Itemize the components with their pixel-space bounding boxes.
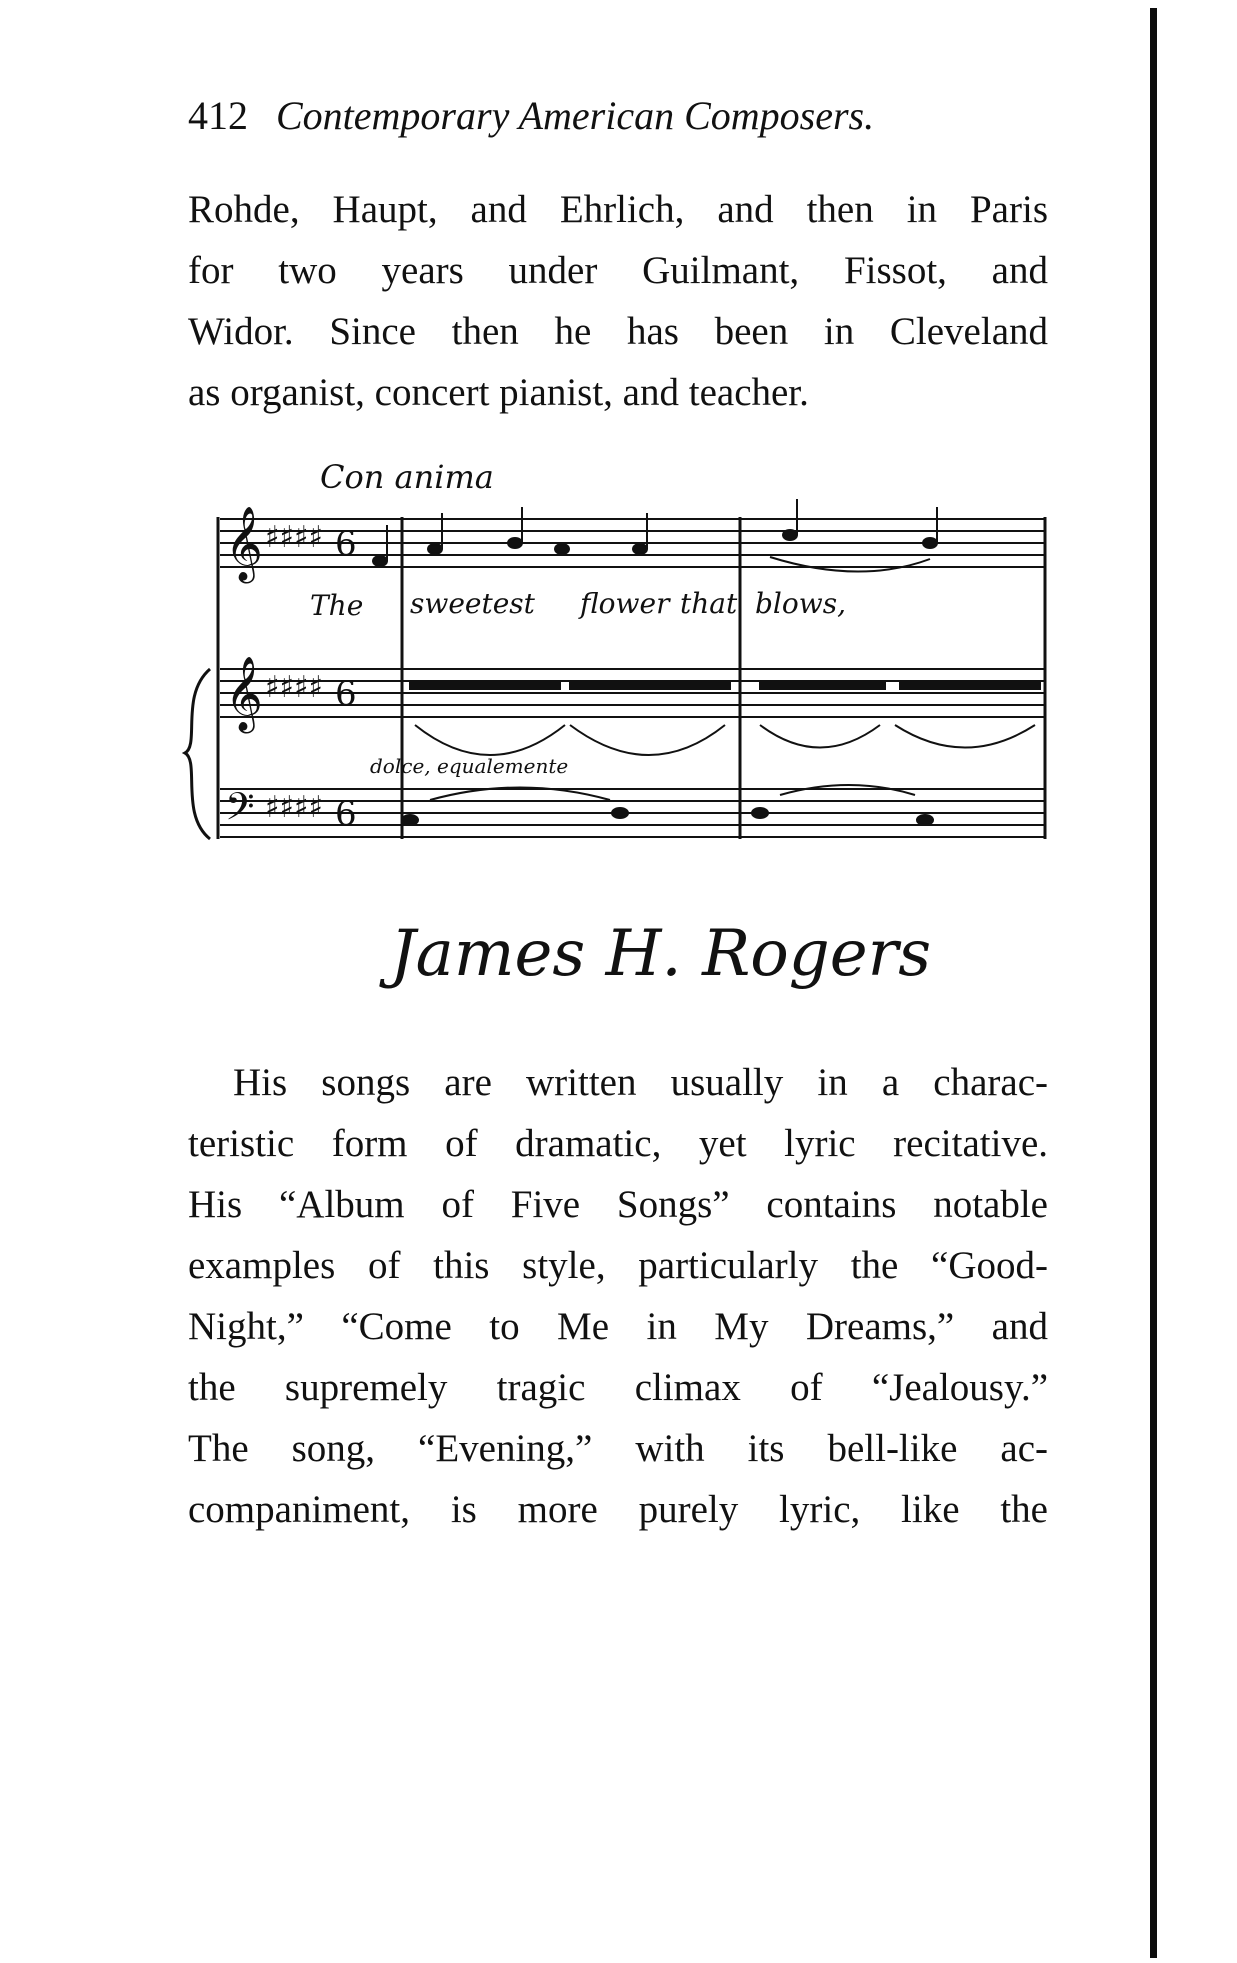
- treble-clef-icon: 𝄞: [225, 507, 263, 581]
- tempo-marking: Con anima: [320, 458, 494, 496]
- text-line: Night,” “Come to Me in My Dreams,” and: [188, 1305, 1048, 1348]
- lyric-word: that: [680, 587, 738, 620]
- text-line: His songs are written usually in a charac-: [233, 1061, 1048, 1104]
- dynamic-marking: dolce, equalemente: [370, 754, 569, 778]
- text-line: for two years under Guilmant, Fissot, and: [188, 249, 1048, 292]
- lyric-word: blows,: [755, 587, 846, 620]
- paragraph-top: [188, 179, 1048, 423]
- lyric-word: sweetest: [410, 587, 535, 620]
- bass-clef-icon: 𝄢: [225, 784, 255, 838]
- voice-notes: [373, 499, 937, 572]
- music-manuscript-figure: [170, 455, 1070, 1035]
- treble-clef-icon: 𝄞: [225, 657, 263, 731]
- text-line: The song, “Evening,” with its bell-like ac-: [188, 1427, 1048, 1470]
- time-signature-icon: 6: [335, 674, 357, 714]
- text-line: Widor. Since then he has been in Cleveland: [188, 310, 1048, 353]
- time-signature-icon: 6: [335, 794, 357, 834]
- page-number: 412: [188, 93, 248, 138]
- text-line: as organist, concert pianist, and teacher.: [188, 371, 809, 414]
- book-title: Contemporary American Composers.: [276, 93, 875, 138]
- lyric-word: flower: [580, 587, 670, 620]
- lyric-word: The: [310, 589, 364, 622]
- text-line: His “Album of Five Songs” contains notable: [188, 1183, 1048, 1226]
- key-signature-sharps-icon: ♯♯♯♯: [265, 670, 324, 705]
- page-edge-shadow: [1150, 8, 1157, 1958]
- time-signature-icon: 6: [335, 524, 357, 564]
- piano-brace: [185, 669, 210, 839]
- text-line: examples of this style, particularly the “Good-: [188, 1244, 1048, 1287]
- text-line: companiment, is more purely lyric, like the: [188, 1488, 1048, 1531]
- text-line: the supremely tragic climax of “Jealousy.”: [188, 1366, 1048, 1409]
- lyrics-line: [310, 587, 846, 622]
- piano-bass-notes: [402, 785, 933, 825]
- text-line: teristic form of dramatic, yet lyric recitative.: [188, 1122, 1048, 1165]
- running-head: [188, 92, 1048, 140]
- key-signature-sharps-icon: ♯♯♯♯: [265, 520, 324, 555]
- composer-signature: James H. Rogers: [390, 917, 932, 991]
- text-line: Rohde, Haupt, and Ehrlich, and then in Paris: [188, 188, 1048, 231]
- paragraph-bottom: [188, 1052, 1048, 1540]
- music-manuscript-svg: [170, 455, 1070, 1035]
- key-signature-sharps-icon: ♯♯♯♯: [265, 790, 324, 825]
